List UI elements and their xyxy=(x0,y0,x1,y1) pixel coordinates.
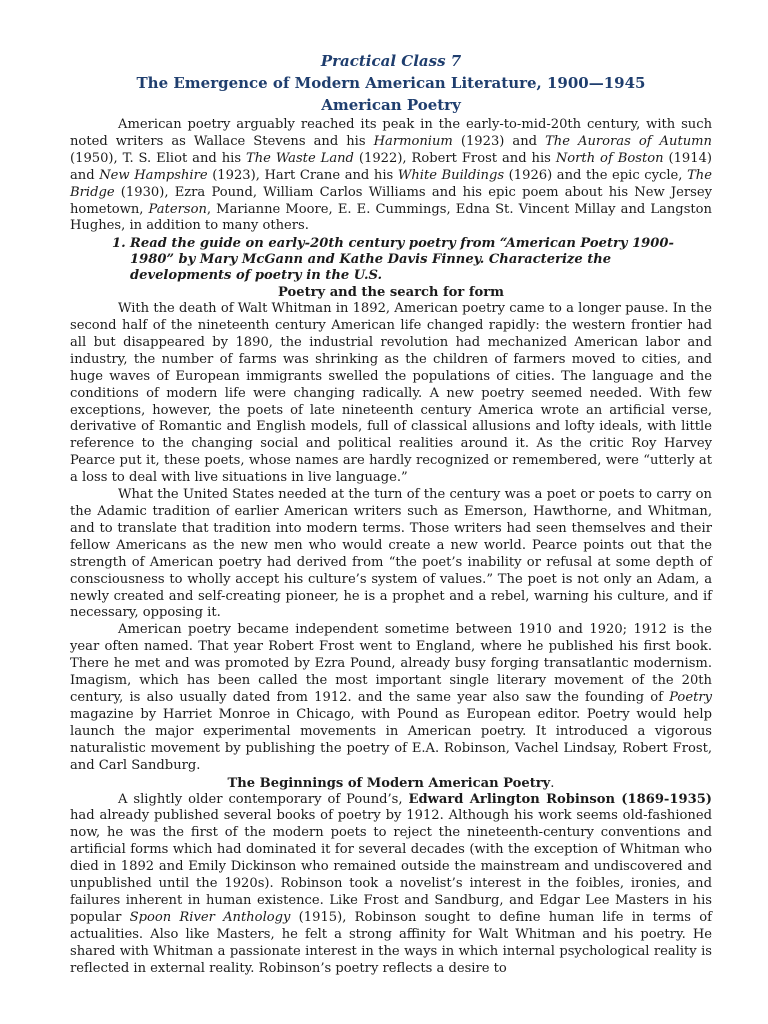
task-number: 1. xyxy=(112,236,126,252)
intro-paragraph: American poetry arguably reached its peak in the early-to-mid-20th century, with such noted writers as Wallace Stevens and his Harmonium (1923) and The Auroras of Autumn (1950), T. S. Eliot and his The Waste Land (1922), Robert Frost and his North of Boston (1914) and New Hampshire (1923), Hart Crane and his White Buildings (1926) and the epic cycle, The Bridge (1930), Ezra Pound, William Carlos Williams and his epic poem about his New Jersey hometown, Paterson, Marianne Moore, E. E. Cummings, Edna St. Vincent Millay and Langston Hughes, in addition to many others. xyxy=(70,117,713,234)
course-title: The Emergence of Modern American Literature, 1900—1945 xyxy=(136,74,646,92)
section-heading-search-for-form: Poetry and the search for form xyxy=(278,285,504,301)
paragraph-adamic-tradition: What the United States needed at the turn of the century was a poet or poets to carry on the Adamic tradition of earlier American writers such as Emerson, Hawthorne, and Whitman, and to translate that tradition into modern terms. Those writers had seen themselves and their fellow Americans as the new men who would create a new world. Pearce points out that the strength of American poetry had derived from “the poet’s inability or refusal at some depth of consciousness to wholly accept his culture’s system of values.” The poet is not only an Adam, a newly created and self-creating pioneer, he is a prophet and a rebel, warning his culture, and if necessary, opposing it. xyxy=(70,487,712,621)
section-heading-beginnings: The Beginnings of Modern American Poetry. xyxy=(227,775,555,791)
section-title: American Poetry xyxy=(321,96,461,114)
class-title: Practical Class 7 xyxy=(320,52,462,70)
task-text: Read the guide on early-20th century poetry from “American Poetry 1900-1980” by Mary McGann and Kathe Davis Finney. Characterize the developments of poetry in the U.S. xyxy=(130,236,674,283)
paragraph-whitman-death: With the death of Walt Whitman in 1892, American poetry came to a longer pause. In the second half of the nineteenth century American life changed rapidly: the western frontier had all but disappeared by 1890, the industrial revolution had mechanized American labor and industry, the number of farms was shrinking as the children of farmers moved to cities, and huge waves of European immigrants swelled the populations of cities. The language and the conditions of modern life were changing radically. A new poetry seemed needed. With few exceptions, however, the poets of late nineteenth century America wrote an artificial verse, derivative of Romantic and English models, full of classical allusions and lofty ideals, with little reference to the changing social and political realities around it. As the critic Roy Harvey Pearce put it, these poets, whose names are hardly recognized or remembered, were “utterly at a loss to deal with live situations in live language.” xyxy=(70,301,712,486)
task-item xyxy=(112,236,712,283)
paragraph-robinson: A slightly older contemporary of Pound’s, Edward Arlington Robinson (1869-1935) had already published several books of poetry by 1912. Although his work seems old-fashioned now, he was the first of the modern poets to reject the nineteenth-century conventions and artificial forms which had dominated it for several decades (with the exception of Whitman who died in 1892 and Emily Dickinson who remained outside the mainstream and undiscovered and unpublished until the 1920s). Robinson took a novelist’s interest in the foibles, ironies, and failures inherent in human existence. Like Frost and Sandburg, and Edgar Lee Masters in his popular Spoon River Anthology (1915), Robinson sought to define human life in terms of actualities. Also like Masters, he felt a strong affinity for Walt Whitman and his poetry. He shared with Whitman a passionate interest in the ways in which internal psychological reality is reflected in external reality. Robinson’s poetry reflects a desire to xyxy=(70,791,712,976)
paragraph-independence: American poetry became independent sometime between 1910 and 1920; 1912 is the year often named. That year Robert Frost went to England, where he published his first book. There he met and was promoted by Ezra Pound, already busy forging transatlantic modernism. Imagism, which has been called the most important single literary movement of the 20th century, is also usually dated from 1912. and the same year also saw the founding of Poetry magazine by Harriet Monroe in Chicago, with Pound as European editor. Poetry would help launch the major experimental movements in American poetry. It introduced a vigorous naturalistic movement by publishing the poetry of E.A. Robinson, Vachel Lindsay, Robert Frost, and Carl Sandburg. xyxy=(70,622,712,773)
